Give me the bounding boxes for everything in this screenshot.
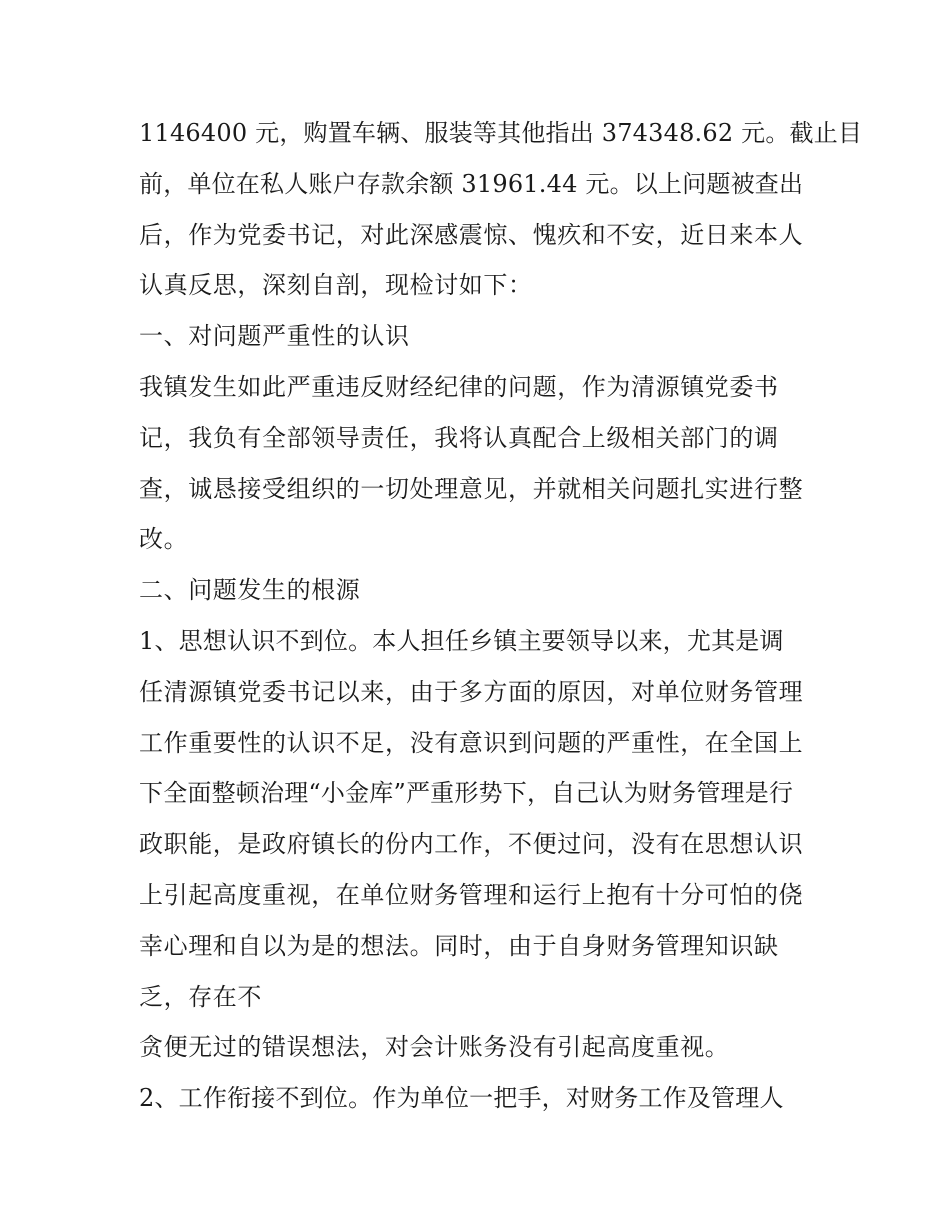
text-line: 记，我负有全部领导责任，我将认真配合上级相关部门的调 [139,423,779,452]
section-heading: 二、问题发生的根源 [139,576,361,605]
text-line: 下全面整顿治理“小金库”严重形势下，自己认为财务管理是行 [139,779,794,808]
section-heading: 一、对问题严重性的认识 [139,322,410,351]
text-line: 任清源镇党委书记以来，由于多方面的原因，对单位财务管理 [139,677,804,706]
text-line: 我镇发生如此严重违反财经纪律的问题，作为清源镇党委书 [139,372,779,401]
text-line: 改。 [139,525,189,554]
text-line: 前，单位在私人账户存款余额 31961.44 元。以上问题被查出 [139,169,804,198]
text-line: 乏，存在不 [139,982,262,1011]
text-line: 2、工作衔接不到位。作为单位一把手，对财务工作及管理人 [139,1084,784,1113]
text-line: 政职能，是政府镇长的份内工作，不便过问，没有在思想认识 [139,830,804,859]
text-line: 1146400 元，购置车辆、服装等其他指出 374348.62 元。截止目 [139,119,863,147]
text-line: 工作重要性的认识不足，没有意识到问题的严重性，在全国上 [139,728,804,757]
text-line: 贪便无过的错误想法，对会计账务没有引起高度重视。 [139,1033,730,1062]
text-line: 查，诚恳接受组织的一切处理意见，并就相关问题扎实进行整 [139,474,804,503]
text-line: 认真反思，深刻自剖，现检讨如下： [139,271,533,300]
text-line: 幸心理和自以为是的想法。同时，由于自身财务管理知识缺 [139,931,779,960]
text-line: 上引起高度重视，在单位财务管理和运行上抱有十分可怕的侥 [139,880,804,909]
text-line: 后，作为党委书记，对此深感震惊、愧疚和不安，近日来本人 [139,220,804,249]
text-line: 1、思想认识不到位。本人担任乡镇主要领导以来，尤其是调 [139,626,784,655]
document-body [139,108,863,1124]
